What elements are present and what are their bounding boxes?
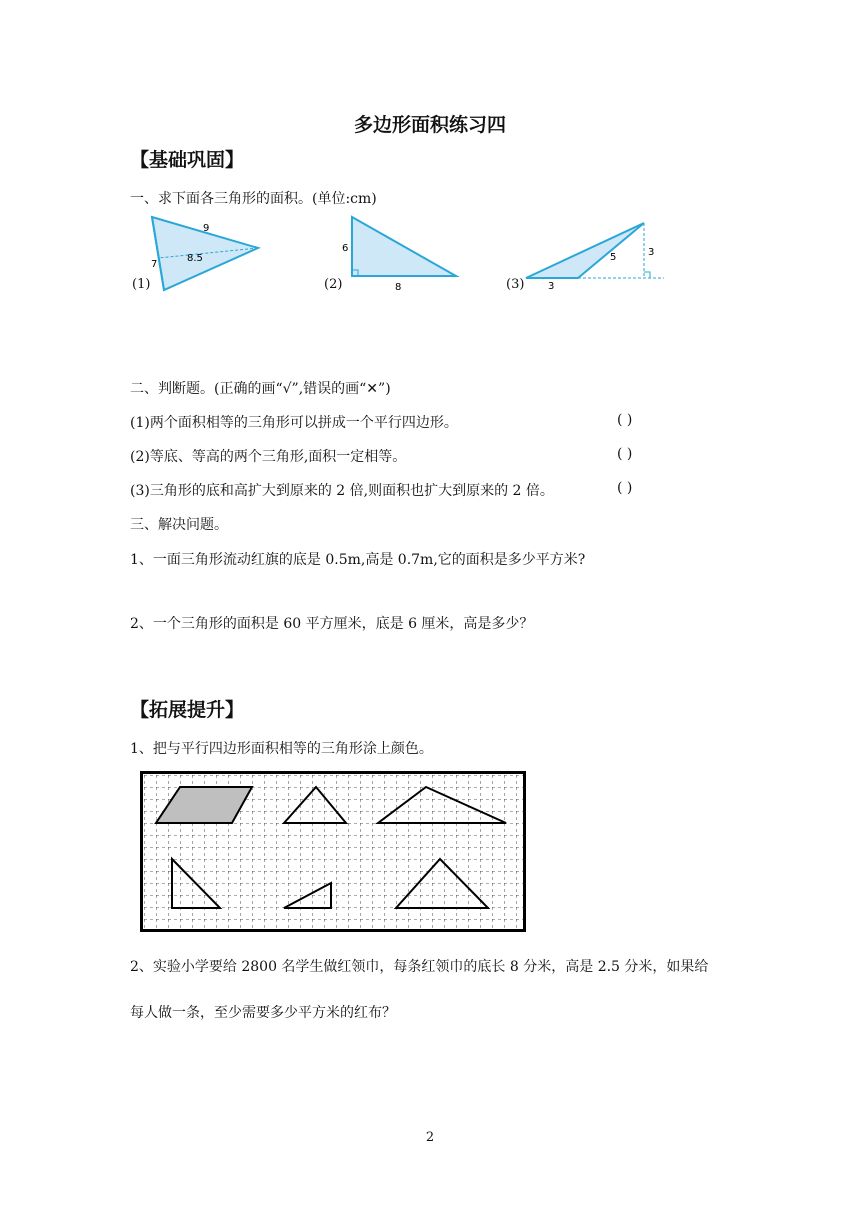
q2-answer-box-2[interactable]: ( )	[617, 446, 633, 462]
ext-problem-2-line2: 每人做一条，至少需要多少平方米的红布？	[130, 1005, 396, 1021]
q2-prompt: 二、判断题。(正确的画“√”,错误的画“✕”)	[130, 381, 391, 397]
fig2-height-label: 6	[342, 243, 349, 254]
q2-answer-box-3[interactable]: ( )	[617, 480, 633, 496]
section-basic-heading: 【基础巩固】	[130, 149, 245, 171]
q2-item-1: (1)两个面积相等的三角形可以拼成一个平行四边形。	[130, 415, 458, 431]
fig1-base-label: 7	[151, 259, 158, 270]
fig1-height-label: 8.5	[187, 253, 203, 264]
q2-item-3: (3)三角形的底和高扩大到原来的 2 倍,则面积也扩大到原来的 2 倍。	[130, 483, 554, 499]
triangle-figure-3	[522, 215, 667, 295]
fig3-slant-label: 5	[610, 252, 617, 263]
q3-problem-2: 2、一个三角形的面积是 60 平方厘米，底是 6 厘米，高是多少？	[130, 616, 534, 632]
q1-prompt: 一、求下面各三角形的面积。(单位:cm)	[130, 191, 377, 207]
fig3-height-label: 3	[648, 247, 655, 258]
fig1-label: (1)	[132, 277, 151, 292]
fig1-side-label: 9	[203, 223, 210, 234]
page-title: 多边形面积练习四	[353, 114, 506, 136]
fig2-base-label: 8	[395, 282, 402, 293]
fig3-label: (3)	[506, 277, 525, 292]
q2-item-2: (2)等底、等高的两个三角形,面积一定相等。	[130, 449, 407, 465]
page-number: 2	[425, 1130, 435, 1145]
ext-problem-2-line1: 2、实验小学要给 2800 名学生做红领巾，每条红领巾的底长 8 分米，高是 2.5 分米，如果给	[130, 959, 709, 975]
q3-problem-1: 1、一面三角形流动红旗的底是 0.5m,高是 0.7m,它的面积是多少平方米?	[130, 552, 586, 568]
q2-answer-box-1[interactable]: ( )	[617, 412, 633, 428]
fig2-label: (2)	[324, 277, 343, 292]
fig3-base-label: 3	[548, 281, 555, 292]
section-extension-heading: 【拓展提升】	[130, 699, 245, 721]
q3-prompt: 三、解决问题。	[130, 517, 228, 533]
grid-figure	[140, 771, 527, 933]
triangle-figure-1	[135, 212, 270, 294]
ext-problem-1: 1、把与平行四边形面积相等的三角形涂上颜色。	[130, 741, 433, 757]
triangle-figure-2	[332, 212, 462, 294]
